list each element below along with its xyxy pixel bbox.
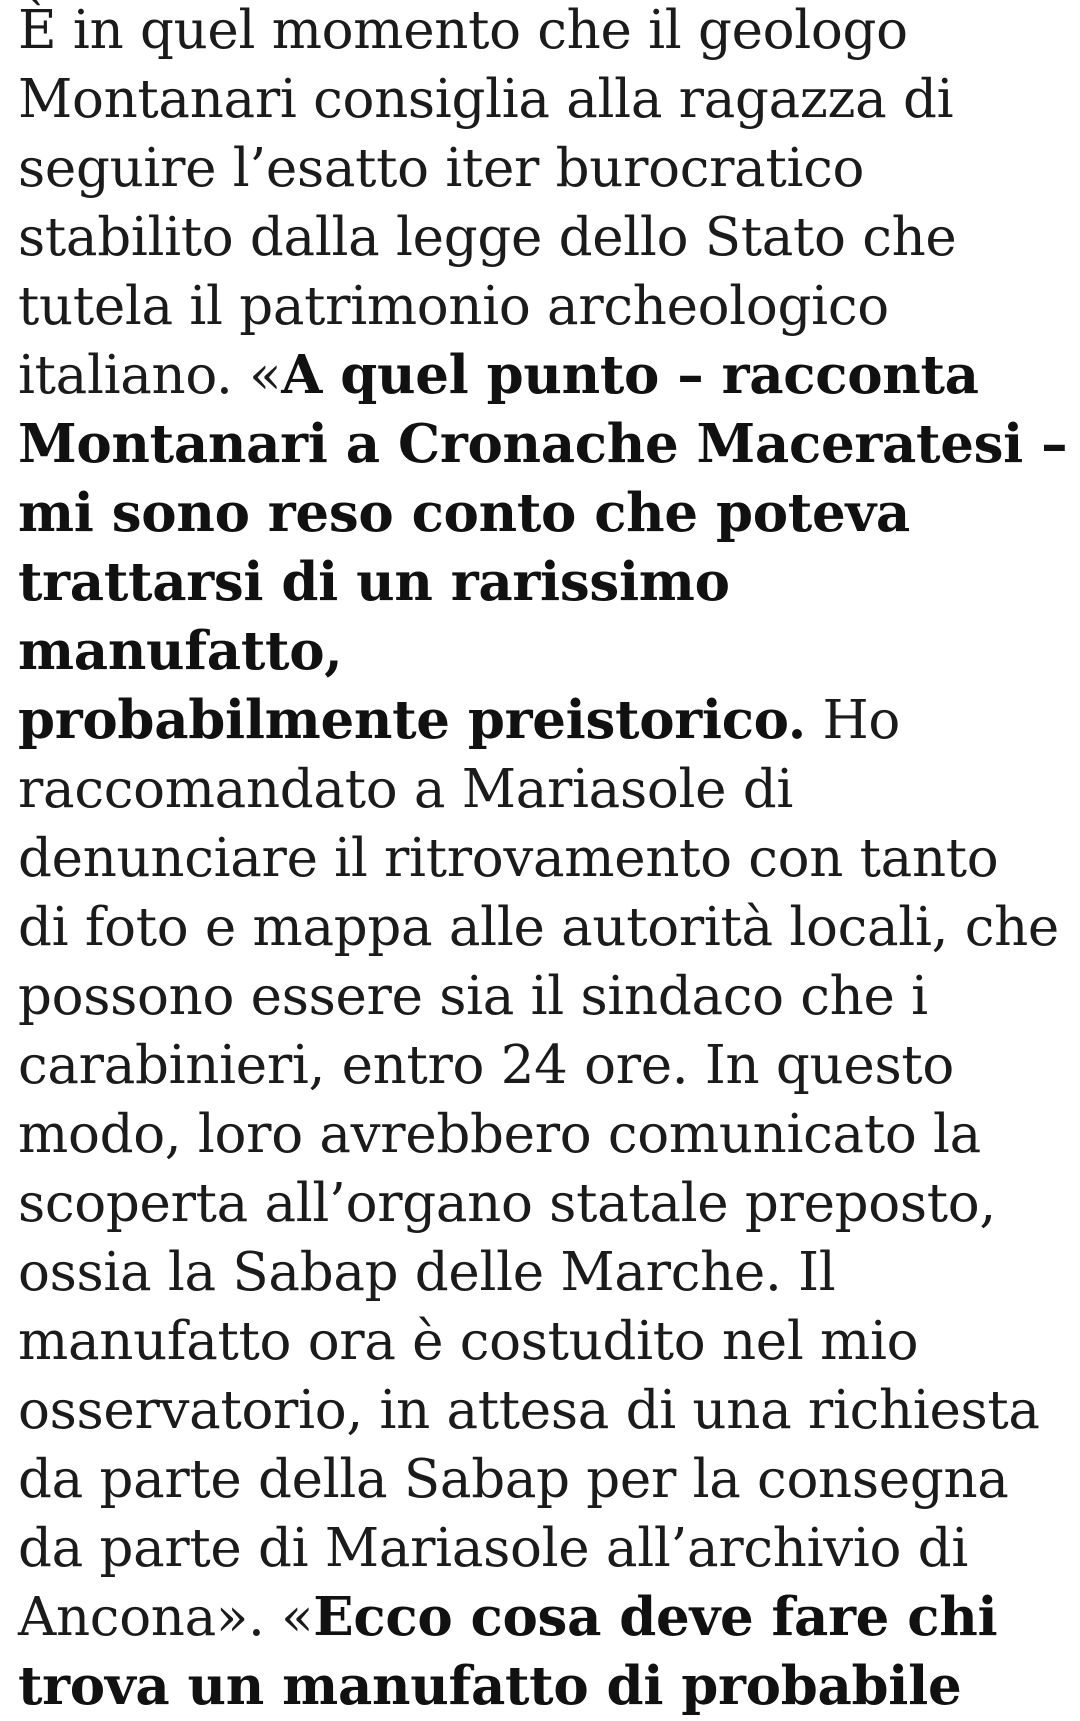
- text-line: [18, 548, 1068, 686]
- quote-bold-text: probabilmente preistorico.: [18, 689, 806, 751]
- line-text: seguire l’esatto iter burocratico: [18, 138, 865, 199]
- text-line: [18, 1583, 1068, 1652]
- quote-bold-text: trattarsi di un rarissimo manufatto,: [18, 551, 730, 682]
- line-text: Ho: [805, 690, 901, 751]
- article-body: [18, 0, 1068, 1721]
- text-line: [18, 1445, 1068, 1514]
- quote-bold-text: A quel punto – racconta: [281, 344, 979, 406]
- line-text: di foto e mappa alle autorità locali, che: [18, 897, 1059, 958]
- text-line: [18, 134, 1068, 203]
- line-text: raccomandato a Mariasole di: [18, 759, 794, 820]
- quote-bold-text: trova un manufatto di probabile: [18, 1655, 962, 1717]
- line-text: stabilito dalla legge dello Stato che: [18, 207, 957, 268]
- line-text: possono essere sia il sindaco che i: [18, 966, 928, 1027]
- text-line: [18, 824, 1068, 893]
- line-text: da parte di Mariasole all’archivio di: [18, 1518, 968, 1579]
- text-line: [18, 1031, 1068, 1100]
- text-line: [18, 755, 1068, 824]
- line-text: ossia la Sabap delle Marche. Il: [18, 1242, 836, 1303]
- text-line: [18, 962, 1068, 1031]
- line-text: scoperta all’organo statale preposto,: [18, 1173, 996, 1234]
- text-line: [18, 893, 1068, 962]
- line-text: italiano. «: [18, 345, 282, 406]
- text-line: [18, 1376, 1068, 1445]
- text-line: [18, 1169, 1068, 1238]
- text-line: [18, 410, 1068, 479]
- line-text: modo, loro avrebbero comunicato la: [18, 1104, 981, 1165]
- text-line: [18, 1100, 1068, 1169]
- text-line: [18, 1238, 1068, 1307]
- line-text: da parte della Sabap per la consegna: [18, 1449, 1009, 1510]
- line-text: È in quel momento che il geologo: [18, 0, 908, 61]
- line-text: denunciare il ritrovamento con tanto: [18, 828, 999, 889]
- text-line: [18, 272, 1068, 341]
- text-line: [18, 65, 1068, 134]
- quote-bold-text: mi sono reso conto che poteva: [18, 482, 910, 544]
- text-line: [18, 0, 1068, 65]
- text-line: [18, 1652, 1068, 1721]
- text-line: [18, 1514, 1068, 1583]
- line-text: carabinieri, entro 24 ore. In questo: [18, 1035, 954, 1096]
- line-text: Montanari consiglia alla ragazza di: [18, 69, 954, 130]
- text-line: [18, 203, 1068, 272]
- quote-bold-text: Montanari a Cronache Maceratesi –: [18, 413, 1068, 475]
- quote-bold-text: Ecco cosa deve fare chi: [313, 1586, 998, 1648]
- line-text: Ancona». «: [18, 1587, 314, 1648]
- text-line: [18, 341, 1068, 410]
- text-line: [18, 686, 1068, 755]
- line-text: osservatorio, in attesa di una richiesta: [18, 1380, 1040, 1441]
- text-line: [18, 1307, 1068, 1376]
- text-line: [18, 479, 1068, 548]
- line-text: manufatto ora è costudito nel mio: [18, 1311, 919, 1372]
- line-text: tutela il patrimonio archeologico: [18, 276, 889, 337]
